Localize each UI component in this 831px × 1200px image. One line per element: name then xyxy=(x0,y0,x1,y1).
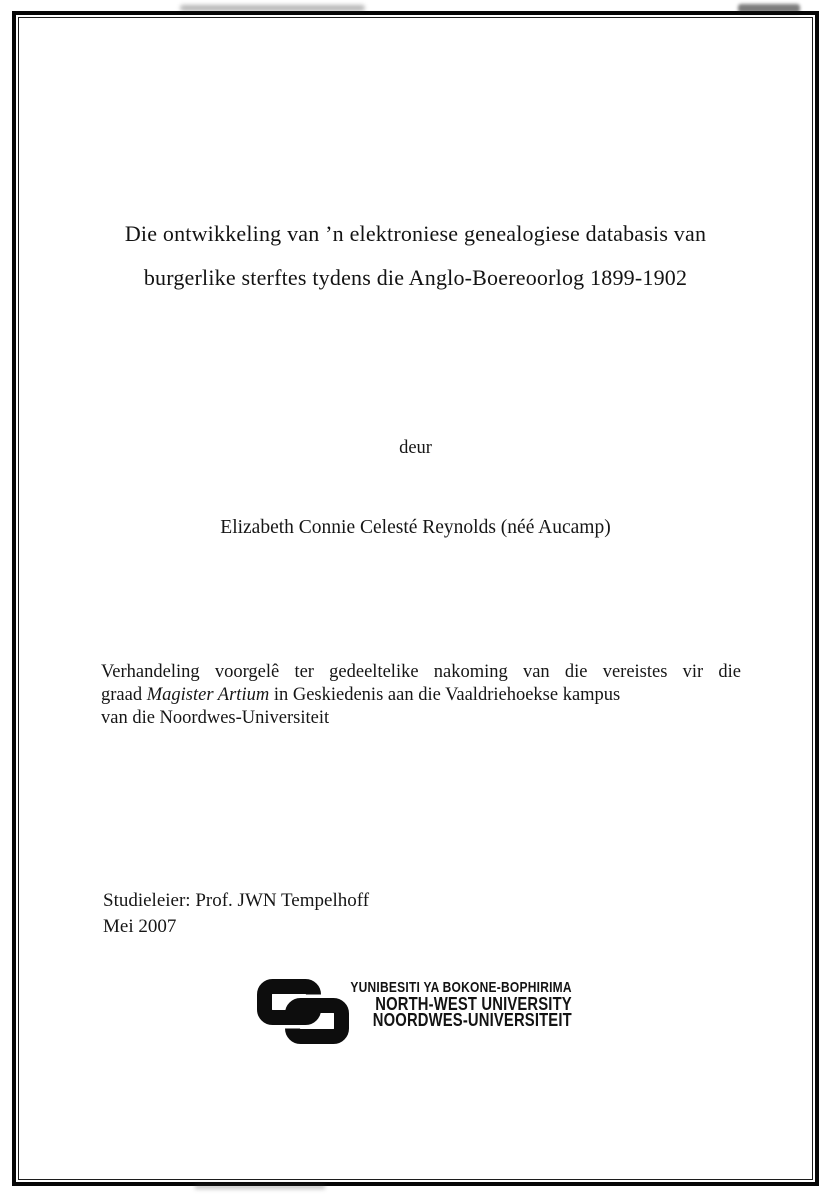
statement-line-3: van die Noordwes-Universiteit xyxy=(101,708,330,728)
supervisor-block xyxy=(103,888,369,940)
nwu-interlocked-links-logo-icon xyxy=(257,979,349,1044)
logo-line-afrikaans: NOORDWES-UNIVERSITEIT xyxy=(372,1009,572,1030)
supervisor-line: Studieleier: Prof. JWN Tempelhoff xyxy=(103,890,370,911)
date-line: Mei 2007 xyxy=(103,916,177,937)
degree-statement xyxy=(101,661,741,730)
thesis-title xyxy=(0,212,831,300)
author-name: Elizabeth Connie Celesté Reynolds (néé Aucamp) xyxy=(220,517,611,538)
statement-line-2 xyxy=(101,684,741,707)
statement-line-1: Verhandeling voorgelê ter gedeeltelike nakoming van die vereistes vir die xyxy=(101,662,741,682)
degree-name-italic: Magister Artium xyxy=(146,685,270,705)
thesis-title-line-1: Die ontwikkeling van ’n elektroniese genealogiese databasis van xyxy=(124,221,707,246)
thesis-title-line-2: burgerlike sterftes tydens die Anglo-Boereoorlog 1899-1902 xyxy=(143,265,688,290)
byline-deur: deur xyxy=(399,438,432,458)
nwu-logo-text xyxy=(351,980,572,1028)
statement-line-2-pre: graad xyxy=(101,685,147,705)
statement-line-2-post: in Geskiedenis aan die Vaaldriehoekse kampus xyxy=(269,685,621,705)
logo-line-english: NORTH-WEST UNIVERSITY xyxy=(375,993,572,1014)
logo-line-setswana: YUNIBESITI YA BOKONE-BOPHIRIMA xyxy=(350,979,572,996)
